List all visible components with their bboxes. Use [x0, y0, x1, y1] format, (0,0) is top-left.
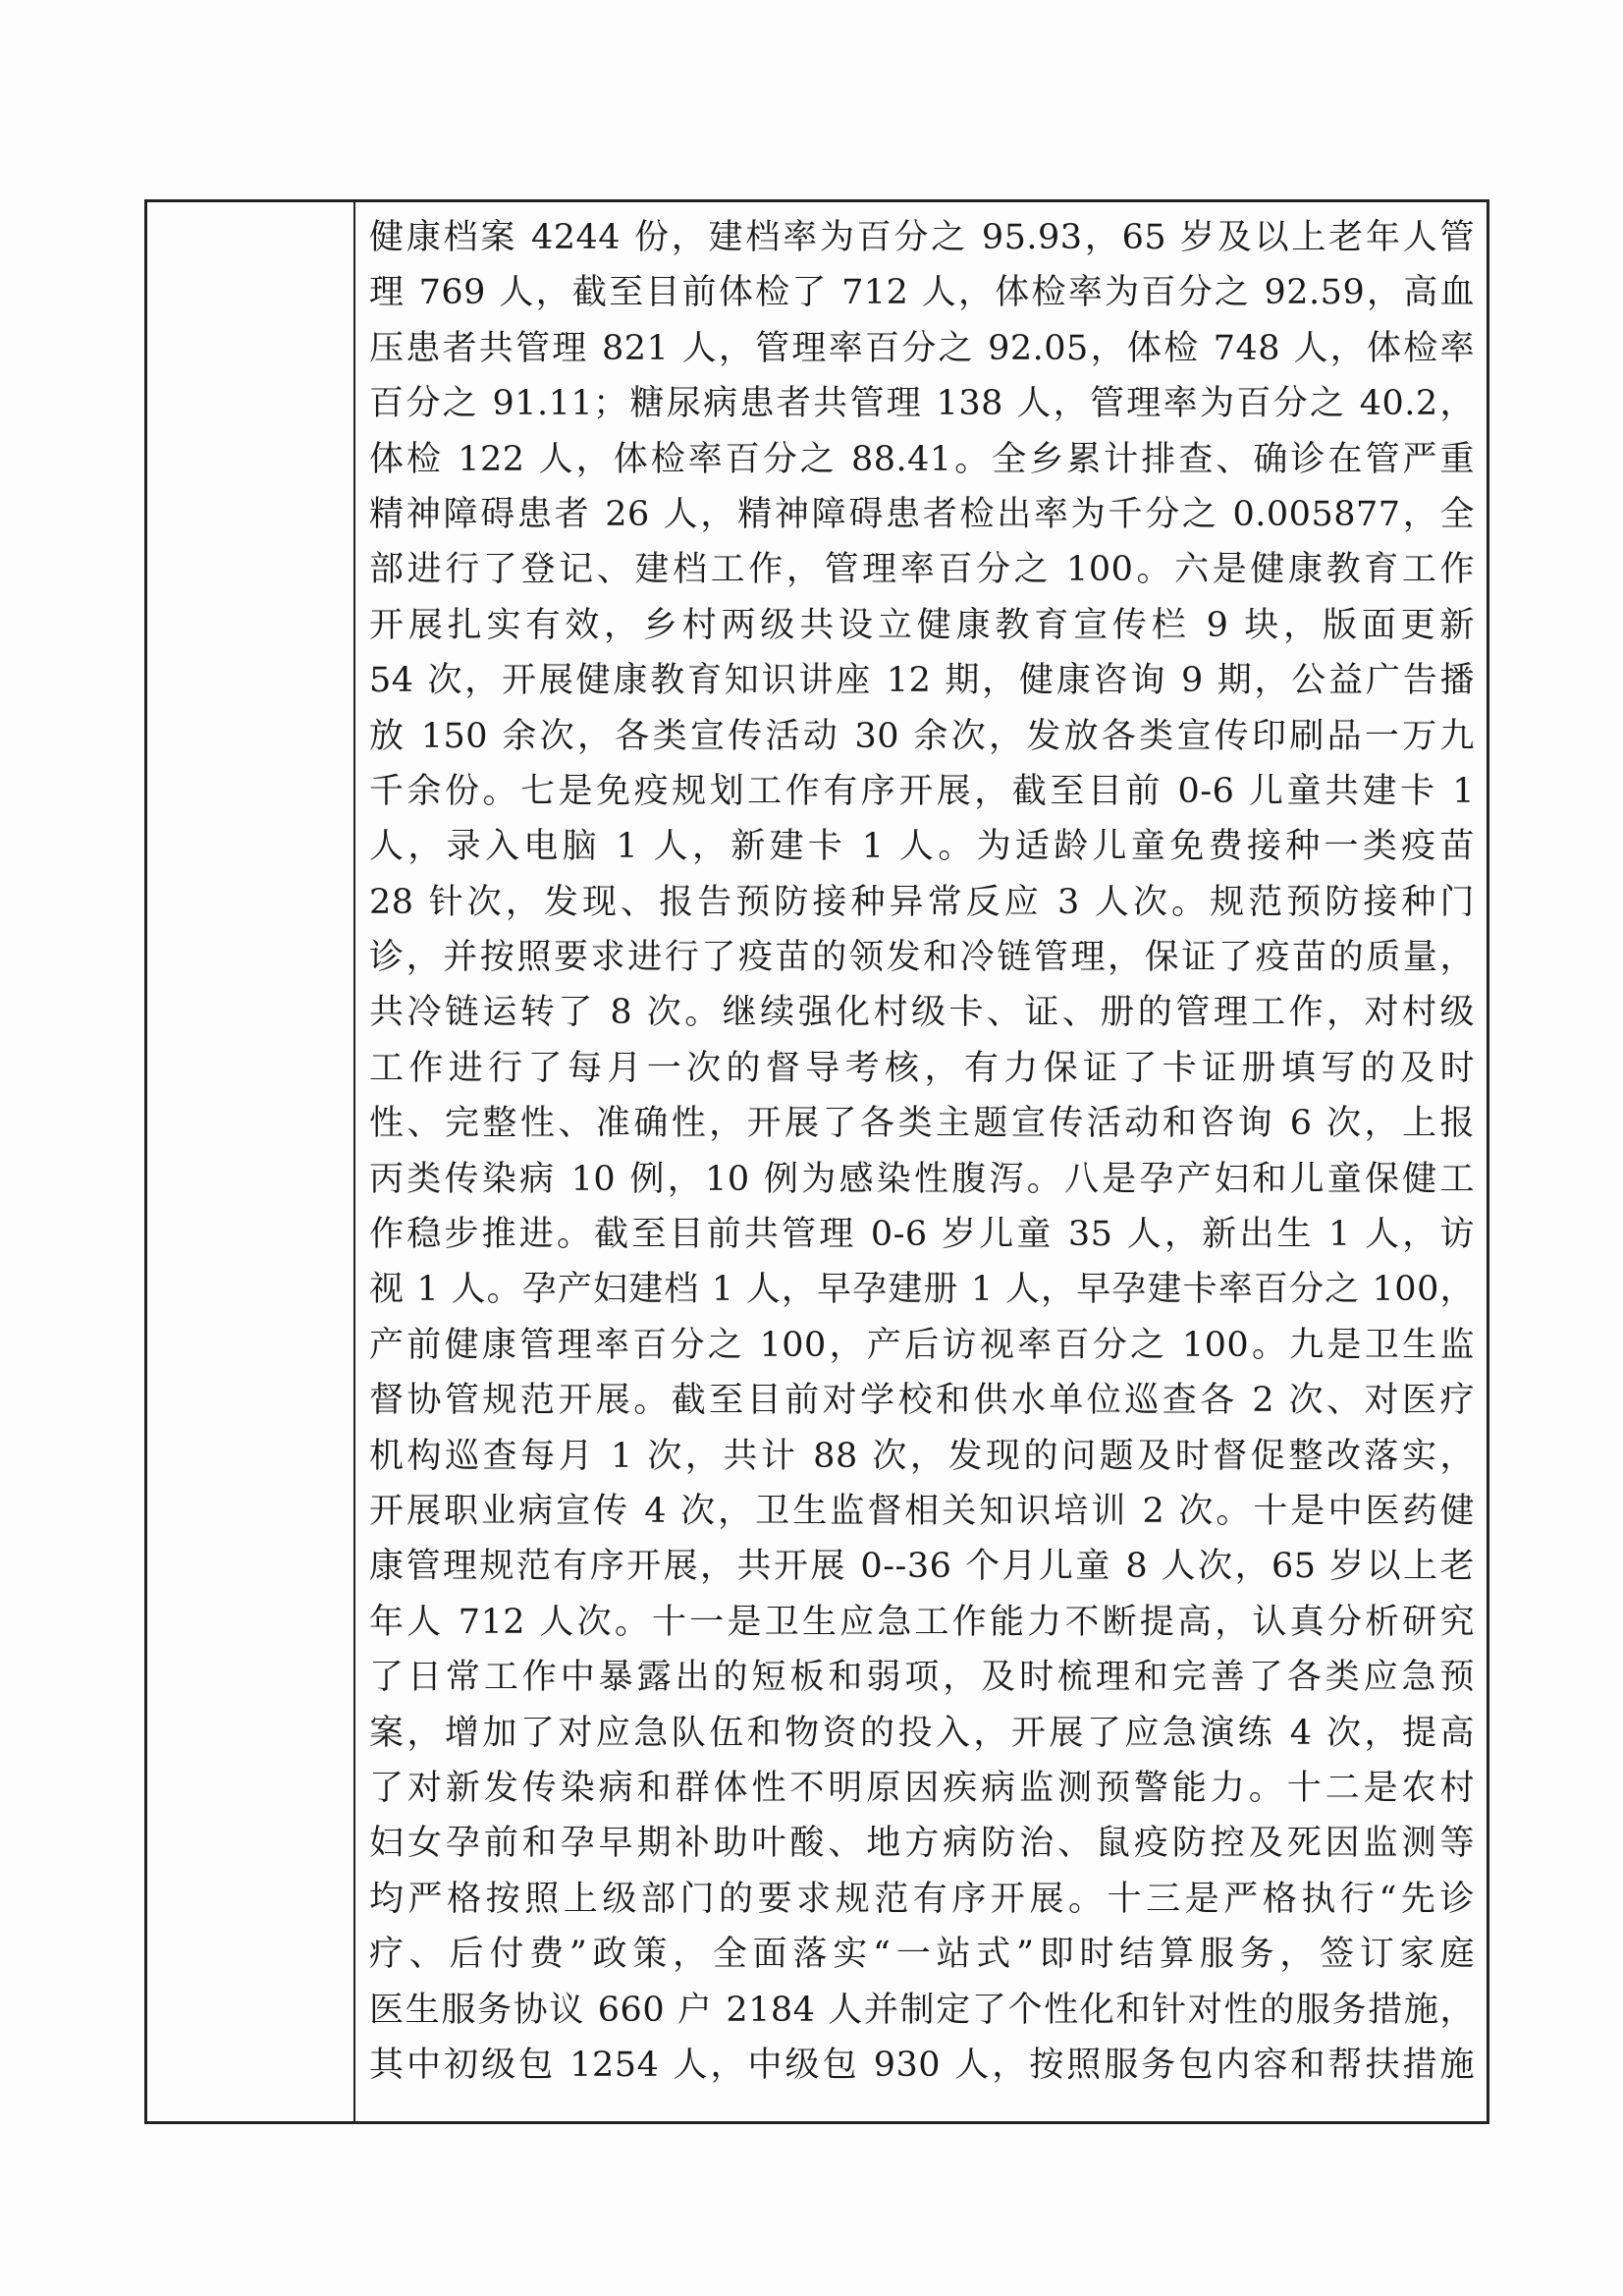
text-line: 均严格按照上级部门的要求规范有序开展。十三是严格执行“先诊: [369, 1879, 1475, 1919]
text-line: 诊，并按照要求进行了疫苗的领发和冷链管理，保证了疫苗的质量，: [369, 938, 1475, 978]
text-line: 部进行了登记、建档工作，管理率百分之 100。六是健康教育工作: [369, 550, 1475, 590]
text-line: 了对新发传染病和群体性不明原因疾病监测预警能力。十二是农村: [369, 1768, 1475, 1808]
text-line: 丙类传染病 10 例，10 例为感染性腹泻。八是孕产妇和儿童保健工: [369, 1159, 1475, 1199]
text-line: 性、完整性、准确性，开展了各类主题宣传活动和咨询 6 次，上报: [369, 1104, 1475, 1144]
text-line: 开展扎实有效，乡村两级共设立健康教育宣传栏 9 块，版面更新: [369, 605, 1475, 645]
text-line: 医生服务协议 660 户 2184 人并制定了个性化和针对性的服务措施，: [369, 1990, 1475, 2030]
text-line: 工作进行了每月一次的督导考核，有力保证了卡证册填写的及时: [369, 1048, 1475, 1088]
text-line: 28 针次，发现、报告预防接种异常反应 3 人次。规范预防接种门: [369, 882, 1475, 922]
text-line: 案，增加了对应急队伍和物资的投入，开展了应急演练 4 次，提高: [369, 1713, 1475, 1753]
text-line: 康管理规范有序开展，共开展 0--36 个月儿童 8 人次，65 岁以上老: [369, 1547, 1475, 1587]
form-table: [144, 199, 1489, 2124]
text-line: 放 150 余次，各类宣传活动 30 余次，发放各类宣传印刷品一万九: [369, 716, 1475, 756]
text-line: 人，录入电脑 1 人，新建卡 1 人。为适龄儿童免费接种一类疫苗: [369, 827, 1475, 867]
text-line: 压患者共管理 821 人，管理率百分之 92.05，体检 748 人，体检率: [369, 328, 1475, 368]
text-line: 其中初级包 1254 人，中级包 930 人，按照服务包内容和帮扶措施: [369, 2045, 1475, 2085]
text-line: 精神障碍患者 26 人，精神障碍患者检出率为千分之 0.005877，全: [369, 494, 1475, 534]
text-line: 理 769 人，截至目前体检了 712 人，体检率为百分之 92.59，高血: [369, 273, 1475, 313]
text-line: 开展职业病宣传 4 次，卫生监督相关知识培训 2 次。十是中医药健: [369, 1491, 1475, 1531]
text-line: 妇女孕前和孕早期补助叶酸、地方病防治、鼠疫防控及死因监测等: [369, 1824, 1475, 1864]
text-line: 年人 712 人次。十一是卫生应急工作能力不断提高，认真分析研究: [369, 1602, 1475, 1642]
text-line: 千余份。七是免疫规划工作有序开展，截至目前 0-6 儿童共建卡 1: [369, 771, 1475, 811]
text-line: 机构巡查每月 1 次，共计 88 次，发现的问题及时督促整改落实，: [369, 1436, 1475, 1476]
text-line: 了日常工作中暴露出的短板和弱项，及时梳理和完善了各类应急预: [369, 1658, 1475, 1698]
text-line: 督协管规范开展。截至目前对学校和供水单位巡查各 2 次、对医疗: [369, 1381, 1475, 1421]
text-line: 疗、后付费”政策，全面落实“一站式”即时结算服务，签订家庭: [369, 1935, 1475, 1975]
text-line: 作稳步推进。截至目前共管理 0-6 岁儿童 35 人，新出生 1 人，访: [369, 1215, 1475, 1255]
text-line: 产前健康管理率百分之 100，产后访视率百分之 100。九是卫生监: [369, 1325, 1475, 1365]
text-line: 体检 122 人，体检率百分之 88.41。全乡累计排查、确诊在管严重: [369, 439, 1475, 479]
text-line: 健康档案 4244 份，建档率为百分之 95.93，65 岁及以上老年人管: [369, 218, 1475, 257]
text-line: 视 1 人。孕产妇建档 1 人，早孕建册 1 人，早孕建卡率百分之 100，: [369, 1270, 1475, 1310]
text-line: 54 次，开展健康教育知识讲座 12 期，健康咨询 9 期，公益广告播: [369, 661, 1475, 701]
text-line: 共冷链运转了 8 次。继续强化村级卡、证、册的管理工作，对村级: [369, 993, 1475, 1033]
text-line: 百分之 91.11；糖尿病患者共管理 138 人，管理率为百分之 40.2，: [369, 384, 1475, 424]
content-cell: [355, 202, 1487, 2121]
left-label-cell: [147, 202, 355, 2121]
body-paragraph: [369, 210, 1475, 2093]
